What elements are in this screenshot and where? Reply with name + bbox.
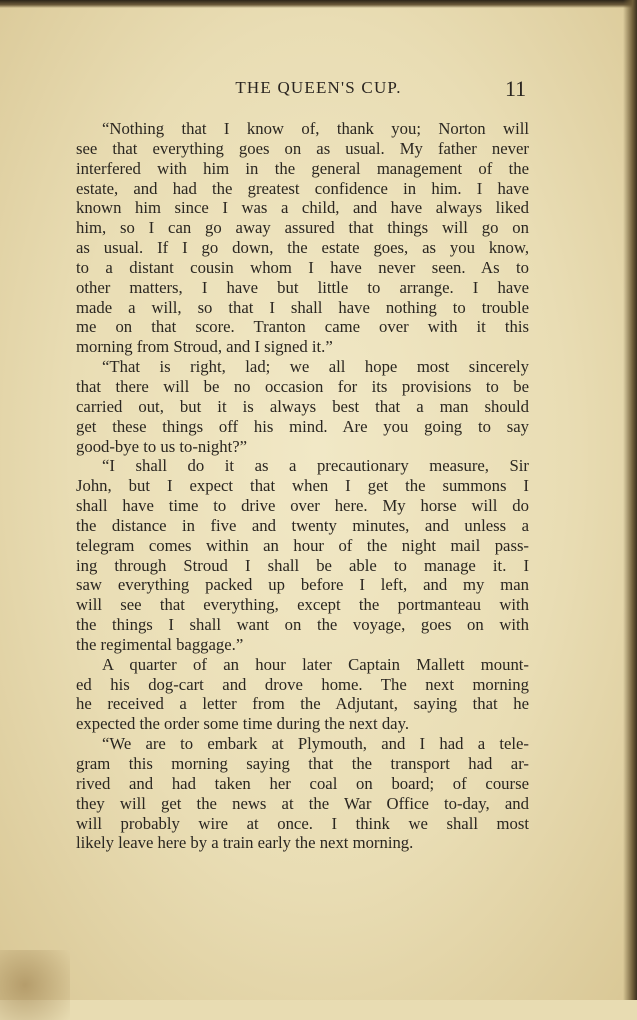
page-top-edge: [0, 0, 637, 8]
text-line: known him since I was a child, and have always liked: [76, 198, 529, 218]
page-number: 11: [505, 76, 527, 101]
text-line: see that everything goes on as usual. My father never: [76, 138, 529, 158]
text-line: they will get the news at the War Office to-day, and: [76, 793, 529, 813]
text-line: “That is right, lad; we all hope most sincerely: [102, 357, 529, 377]
running-title: THE QUEEN'S CUP.: [235, 78, 402, 97]
text-line: me on that score. Tranton came over with it this: [76, 317, 529, 337]
text-line: “Nothing that I know of, thank you; Norton will: [102, 119, 529, 138]
corner-stain: [0, 950, 70, 1020]
text-line: the things I shall want on the voyage, goes on with: [76, 615, 529, 635]
text-line: good-bye to us to-night?”: [76, 436, 248, 456]
text-line: shall have time to drive over here. My horse will do: [76, 496, 529, 516]
text-line: John, but I expect that when I get the summons I: [76, 476, 529, 496]
text-line: get these things off his mind. Are you going to say: [76, 416, 529, 436]
text-line: made a will, so that I shall have nothing to trouble: [76, 297, 529, 317]
text-line: likely leave here by a train early the next morning.: [76, 833, 414, 853]
page-right-edge: [623, 0, 637, 1000]
text-line: “I shall do it as a precautionary measure, Sir: [102, 456, 529, 476]
text-line: the regimental baggage.”: [76, 634, 244, 654]
page-header: [0, 76, 637, 102]
text-line: ing through Stroud I shall be able to manage it. I: [76, 555, 529, 575]
text-line: ed his dog-cart and drove home. The next morning: [76, 674, 529, 694]
text-line: telegram comes within an hour of the night mail pass-: [76, 535, 529, 555]
text-line: saw everything packed up before I left, and my man: [76, 575, 529, 595]
text-line: him, so I can go away assured that things will go on: [76, 218, 529, 238]
text-line: expected the order some time during the next day.: [76, 714, 410, 734]
text-line: will see that everything, except the portmanteau with: [76, 595, 529, 615]
text-line: that there will be no occasion for its provisions to be: [76, 376, 529, 396]
text-line: carried out, but it is always best that a man should: [76, 396, 529, 416]
text-line: morning from Stroud, and I signed it.”: [76, 337, 333, 357]
text-line: estate, and had the greatest confidence in him. I have: [76, 178, 529, 198]
text-line: will probably wire at once. I think we shall most: [76, 813, 529, 833]
text-line: gram this morning saying that the transport had ar-: [76, 754, 529, 773]
text-line: the distance in five and twenty minutes, and unless a: [76, 515, 529, 535]
text-line: to a distant cousin whom I have never seen. As to: [76, 257, 529, 277]
text-line: A quarter of an hour later Captain Mallett mount-: [102, 654, 529, 674]
body-text: [76, 119, 529, 853]
text-line: interfered with him in the general management of the: [76, 158, 529, 178]
text-line: as usual. If I go down, the estate goes, as you know,: [76, 238, 529, 258]
text-line: other matters, I have but little to arrange. I have: [76, 277, 529, 297]
text-line: rived and had taken her coal on board; of course: [76, 773, 529, 793]
text-line: “We are to embark at Plymouth, and I had a tele-: [102, 734, 529, 754]
text-line: he received a letter from the Adjutant, saying that he: [76, 694, 529, 714]
